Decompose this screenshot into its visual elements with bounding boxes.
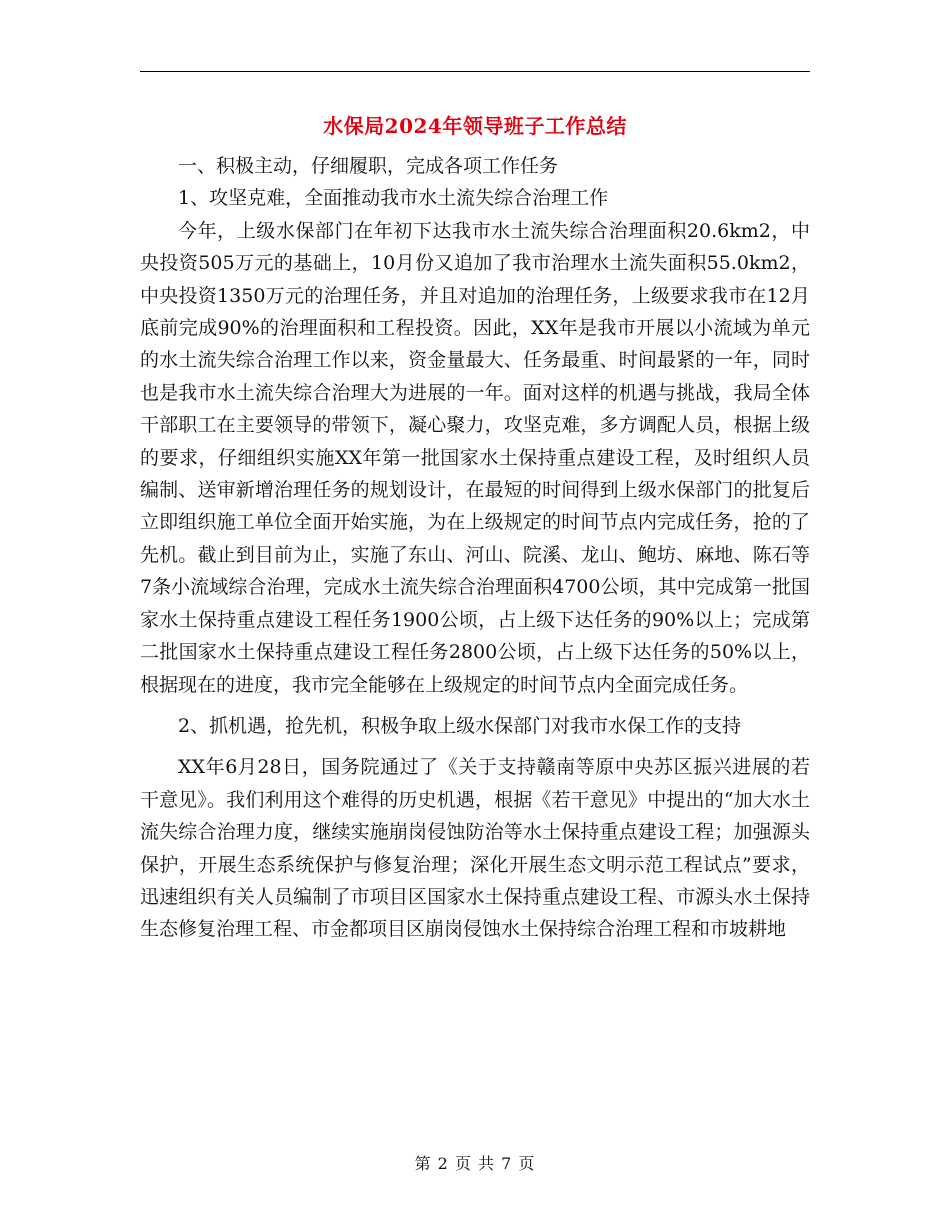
document-title: 水保局2024年领导班子工作总结	[323, 114, 627, 138]
subsection-heading-1: 1、攻坚克难，全面推动我市水土流失综合治理工作	[178, 187, 609, 210]
body-paragraph-2: XX年6月28日，国务院通过了《关于支持赣南等原中央苏区振兴进展的若干意见》。我们利用这个难得的历史机遇，根据《若干意见》中提出的“加大水土流失综合治理力度，继续实施崩岗侵蚀防治等水土保持重点建设工程；加强源头保护，开展生态系统保护与修复治理；深化开展生态文明示范工程试点”要求，迅速组织有关人员编制了市项目区国家水土保持重点建设工程、市源头水土保持生态修复治理工程、市金都项目区崩岗侵蚀水土保持综合治理工程和市坡耕地	[140, 756, 810, 941]
section-heading-1: 一、积极主动，仔细履职，完成各项工作任务	[178, 155, 559, 177]
subsection-heading-2: 2、抓机遇，抢先机，积极争取上级水保部门对我市水保工作的支持	[178, 714, 742, 737]
header-rule	[140, 71, 810, 72]
body-paragraph-1: 今年，上级水保部门在年初下达我市水土流失综合治理面积20.6km2，中央投资505万元的基础上，10月份又追加了我市治理水土流失面积55.0km2，中央投资1350万元的治理任务，并且对追加的治理任务，上级要求我市在12月底前完成90%的治理面积和工程投资。因此，XX年是我市开展以小流域为单元的水土流失综合治理工作以来，资金量最大、任务最重、时间最紧的一年，同时也是我市水土流失综合治理大为进展的一年。面对这样的机遇与挑战，我局全体干部职工在主要领导的带领下，凝心聚力，攻坚克难，多方调配人员，根据上级的要求，仔细组织实施XX年第一批国家水土保持重点建设工程，及时组织人员编制、送审新增治理任务的规划设计，在最短的时间得到上级水保部门的批复后立即组织施工单位全面开始实施，为在上级规定的时间节点内完成任务，抢的了先机。截止到目前为止，实施了东山、河山、院溪、龙山、鲍坊、麻地、陈石等7条小流域综合治理，完成水土流失综合治理面积4700公顷，其中完成第一批国家水土保持重点建设工程任务1900公顷，占上级下达任务的90%以上；完成第二批国家水土保持重点建设工程任务2800公顷，占上级下达任务的50%以上，根据现在的进度，我市完全能够在上级规定的时间节点内全面完成任务。	[140, 219, 810, 696]
document-body	[140, 150, 810, 946]
page-number: 第 2 页 共 7 页	[414, 1154, 536, 1173]
